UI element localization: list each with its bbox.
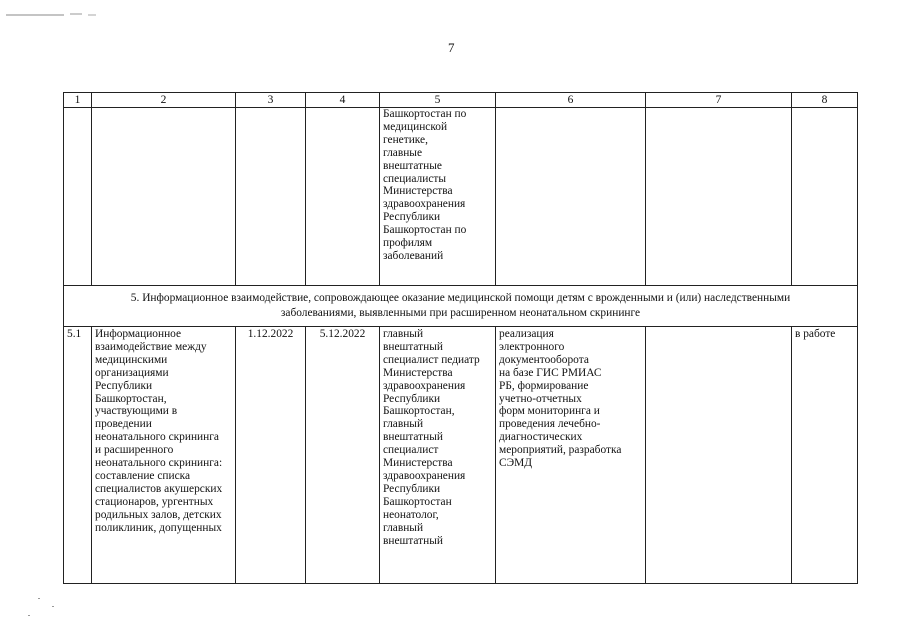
text-line: на базе ГИС РМИАС [499,366,602,379]
text-line: здравоохранения [383,198,466,211]
text-line: здравоохранения [383,469,466,482]
table-cell [92,108,236,286]
table-cell [306,108,380,286]
text-line: документооборота [499,353,589,366]
text-line: специалист педиатр [383,353,480,366]
section-heading-row [64,286,858,327]
text-line: медицинскими [95,353,168,366]
text-line: главный [383,418,424,431]
text-line: форм мониторинга и [499,405,600,418]
text-line: учетно-отчетных [499,392,582,405]
text-line: медицинской [383,120,448,133]
scan-speck [38,598,40,599]
row-number: 5.1 [64,327,92,584]
table-header-row [64,93,858,108]
text-line: специалисты [383,172,447,185]
header-cell: 1 [64,93,92,108]
text-line: СЭМД [499,457,533,470]
text-line: диагностических [499,431,583,444]
table-cell [236,108,306,286]
text-line: поликлиник, допущенных [95,521,222,534]
table-row [64,327,858,584]
text-line: внештатные [383,159,442,172]
header-cell: 5 [380,93,496,108]
text-line: главный [383,328,424,340]
text-line: реализация [499,328,554,340]
header-cell: 8 [792,93,858,108]
plan-table [63,92,858,584]
table-cell [792,108,858,286]
text-line: и расширенного [95,444,174,457]
table-cell [646,108,792,286]
header-cell: 2 [92,93,236,108]
text-line: родильных залов, детских [95,508,222,521]
scan-speck [52,606,54,607]
text-line: участвующими в [95,405,178,418]
text-line: Министерства [383,457,453,470]
text-line: специалист [383,444,439,457]
text-line: неонатального скрининга [95,431,219,444]
text-line: РБ, формирование [499,379,589,392]
text-line: Республики [95,379,153,392]
text-line: неонатолог, [383,508,439,521]
text-line: составление списка [95,469,191,482]
text-line: генетике, [383,133,428,146]
text-line: Башкортостан по [383,224,467,237]
text-line: главные [383,146,423,159]
notes-cell [646,327,792,584]
text-line: неонатального скрининга: [95,457,223,470]
scan-speck [28,615,30,616]
text-line: Республики [383,392,441,405]
text-line: электронного [499,340,565,353]
scan-artifact-mark [6,12,98,18]
section-heading-line: 5. Информационное взаимодействие, сопровождающее оказание медицинской помощи детям с врожденными и (или) наследственными [130,292,791,304]
text-line: мероприятий, разработка [499,444,622,457]
end-date: 5.12.2022 [306,327,380,584]
start-date: 1.12.2022 [236,327,306,584]
text-line: заболеваний [383,249,444,262]
text-line: проведения лечебно- [499,418,601,431]
header-cell: 3 [236,93,306,108]
text-line: главный [383,521,424,534]
text-line: Башкортостан, [383,405,455,418]
page-number: 7 [448,40,455,55]
text-line: стационаров, ургентных [95,495,214,508]
text-line: профилям [383,237,433,250]
result-cell [496,327,646,584]
text-line: внештатный [383,431,444,444]
text-line: Башкортостан [383,495,452,508]
section-heading-line: заболеваниями, выявленными при расширенном неонатальном скрининге [280,307,641,319]
text-line: внештатный [383,340,444,353]
text-line: здравоохранения [383,379,466,392]
text-line: Башкортостан, [95,392,167,405]
text-line: специалистов акушерских [95,482,223,495]
header-cell: 7 [646,93,792,108]
activity-cell [92,327,236,584]
text-line: взаимодействие между [95,340,207,353]
text-line: Башкортостан по [383,108,467,120]
section-heading [64,286,858,327]
table-cell [64,108,92,286]
table-cell [496,108,646,286]
header-cell: 6 [496,93,646,108]
text-line: организациями [95,366,169,379]
text-line: внештатный [383,534,444,547]
header-cell: 4 [306,93,380,108]
status-cell: в работе [792,327,858,584]
text-line: Министерства [383,366,453,379]
responsible-cell [380,327,496,584]
responsible-cell [380,108,496,286]
text-line: Информационное [95,328,182,340]
text-line: Министерства [383,185,453,198]
text-line: Республики [383,211,441,224]
text-line: Республики [383,482,441,495]
text-line: проведении [95,418,152,431]
continued-row [64,108,858,286]
